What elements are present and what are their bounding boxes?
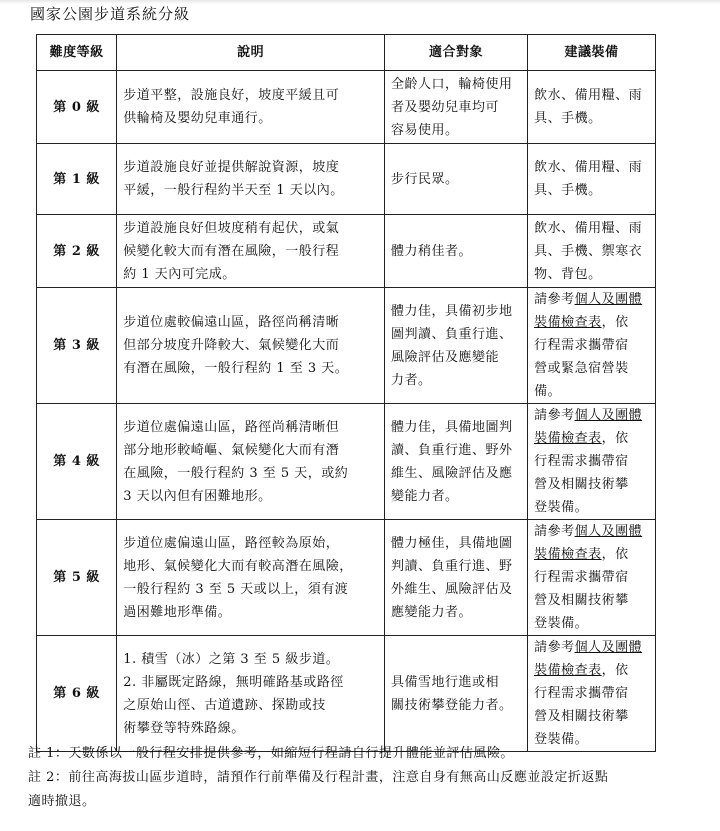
equipment-cell	[528, 71, 656, 144]
equipment-text: 請參考	[534, 524, 575, 539]
equipment-text: 飲水、備用糧、雨 具、手機、禦寒衣 物、背包。	[534, 220, 643, 282]
page-title: 國家公園步道系統分級	[30, 5, 191, 23]
equipment-cell	[528, 288, 656, 404]
equipment-text-suffix: ，依 行程需求攜帶宿 營及相關技術攀 登裝備。	[534, 663, 629, 747]
level-cell: 第 1 級	[37, 144, 117, 215]
equipment-text-suffix: ，依 行程需求攜帶宿 營或緊急宿營裝 備。	[534, 315, 629, 399]
trail-grading-table	[36, 34, 656, 752]
level-cell: 第 6 級	[37, 636, 117, 752]
equipment-text-suffix: ，依 行程需求攜帶宿 營及相關技術攀 登裝備。	[534, 431, 629, 515]
equipment-checklist-link[interactable]: 個人及團體裝備檢查表	[534, 292, 643, 330]
level-cell: 第 3 級	[37, 288, 117, 404]
level-cell: 第 0 級	[37, 71, 117, 144]
description-cell: 步道設施良好並提供解說資源，坡度 平緩，一般行程約半天至 1 天以內。	[117, 144, 385, 215]
header-equipment: 建議裝備	[528, 35, 656, 71]
equipment-checklist-link[interactable]: 個人及團體裝備檢查表	[534, 640, 643, 678]
note-1: 註 1：天數係以一般行程安排提供參考，如縮短行程請自行提升體能並評估風險。	[28, 746, 514, 761]
target-cell: 全齡人口，輪椅使用 者及嬰幼兒車均可 容易使用。	[384, 71, 527, 144]
table-row	[37, 288, 656, 404]
target-cell: 體力極佳，具備地圖 判讀、負重行進、野 外維生、風險評估及 應變能力者。	[384, 520, 527, 636]
target-cell: 具備雪地行進或相 關技術攀登能力者。	[384, 636, 527, 752]
equipment-text: 請參考	[534, 408, 575, 423]
description-cell: 步道設施良好但坡度稍有起伏，或氣 候變化較大而有潛在風險，一般行程 約 1 天內可完成。	[117, 215, 385, 288]
table-body	[37, 71, 656, 752]
table-row	[37, 215, 656, 288]
table-row	[37, 71, 656, 144]
table-row	[37, 404, 656, 520]
target-cell: 體力稍佳者。	[384, 215, 527, 288]
equipment-text: 飲水、備用糧、雨 具、手機。	[534, 160, 643, 198]
equipment-text-suffix: ，依 行程需求攜帶宿 營及相關技術攀 登裝備。	[534, 547, 629, 631]
header-level: 難度等級	[37, 35, 117, 71]
description-cell: 步道位處較偏遠山區，路徑尚稱清晰 但部分坡度升降較大、氣候變化大而 有潛在風險，一般行程約 1 至 3 天。	[117, 288, 385, 404]
notes	[28, 742, 688, 814]
equipment-cell	[528, 215, 656, 288]
description-cell: 步道位處偏遠山區，路徑較為原始， 地形、氣候變化大而有較高潛在風險， 一般行程約 3 至 5 天或以上，須有渡 過困難地形準備。	[117, 520, 385, 636]
equipment-checklist-link[interactable]: 個人及團體裝備檢查表	[534, 408, 643, 446]
equipment-cell	[528, 636, 656, 752]
equipment-text: 飲水、備用糧、雨 具、手機。	[534, 88, 643, 126]
table-row	[37, 520, 656, 636]
target-cell: 步行民眾。	[384, 144, 527, 215]
level-cell: 第 2 級	[37, 215, 117, 288]
header-description: 說明	[117, 35, 385, 71]
equipment-cell	[528, 520, 656, 636]
equipment-text: 請參考	[534, 292, 575, 307]
equipment-text: 請參考	[534, 640, 575, 655]
table-header-row	[37, 35, 656, 71]
table-row	[37, 636, 656, 752]
equipment-cell	[528, 144, 656, 215]
target-cell: 體力佳，具備初步地 圖判讀、負重行進、 風險評估及應變能 力者。	[384, 288, 527, 404]
level-cell: 第 5 級	[37, 520, 117, 636]
description-cell: 步道位處偏遠山區，路徑尚稱清晰但 部分地形較崎嶇、氣候變化大而有潛 在風險，一般行程約 3 至 5 天，或約 3 天以內但有困難地形。	[117, 404, 385, 520]
equipment-checklist-link[interactable]: 個人及團體裝備檢查表	[534, 524, 643, 562]
equipment-cell	[528, 404, 656, 520]
description-cell: 步道平整，設施良好，坡度平緩且可 供輪椅及嬰幼兒車通行。	[117, 71, 385, 144]
target-cell: 體力佳，具備地圖判 讀、負重行進、野外 維生、風險評估及應 變能力者。	[384, 404, 527, 520]
table-row	[37, 144, 656, 215]
header-target: 適合對象	[384, 35, 527, 71]
description-cell: 1. 積雪（冰）之第 3 至 5 級步道。 2. 非屬既定路線，無明確路基或路徑 之原始山徑、古道遺跡、探勘或技 術攀登等特殊路線。	[117, 636, 385, 752]
note-2: 註 2：前往高海拔山區步道時，請預作行前準備及行程計畫，注意自身有無高山反應並設定折返點 適時撤退。	[28, 770, 609, 809]
level-cell: 第 4 級	[37, 404, 117, 520]
